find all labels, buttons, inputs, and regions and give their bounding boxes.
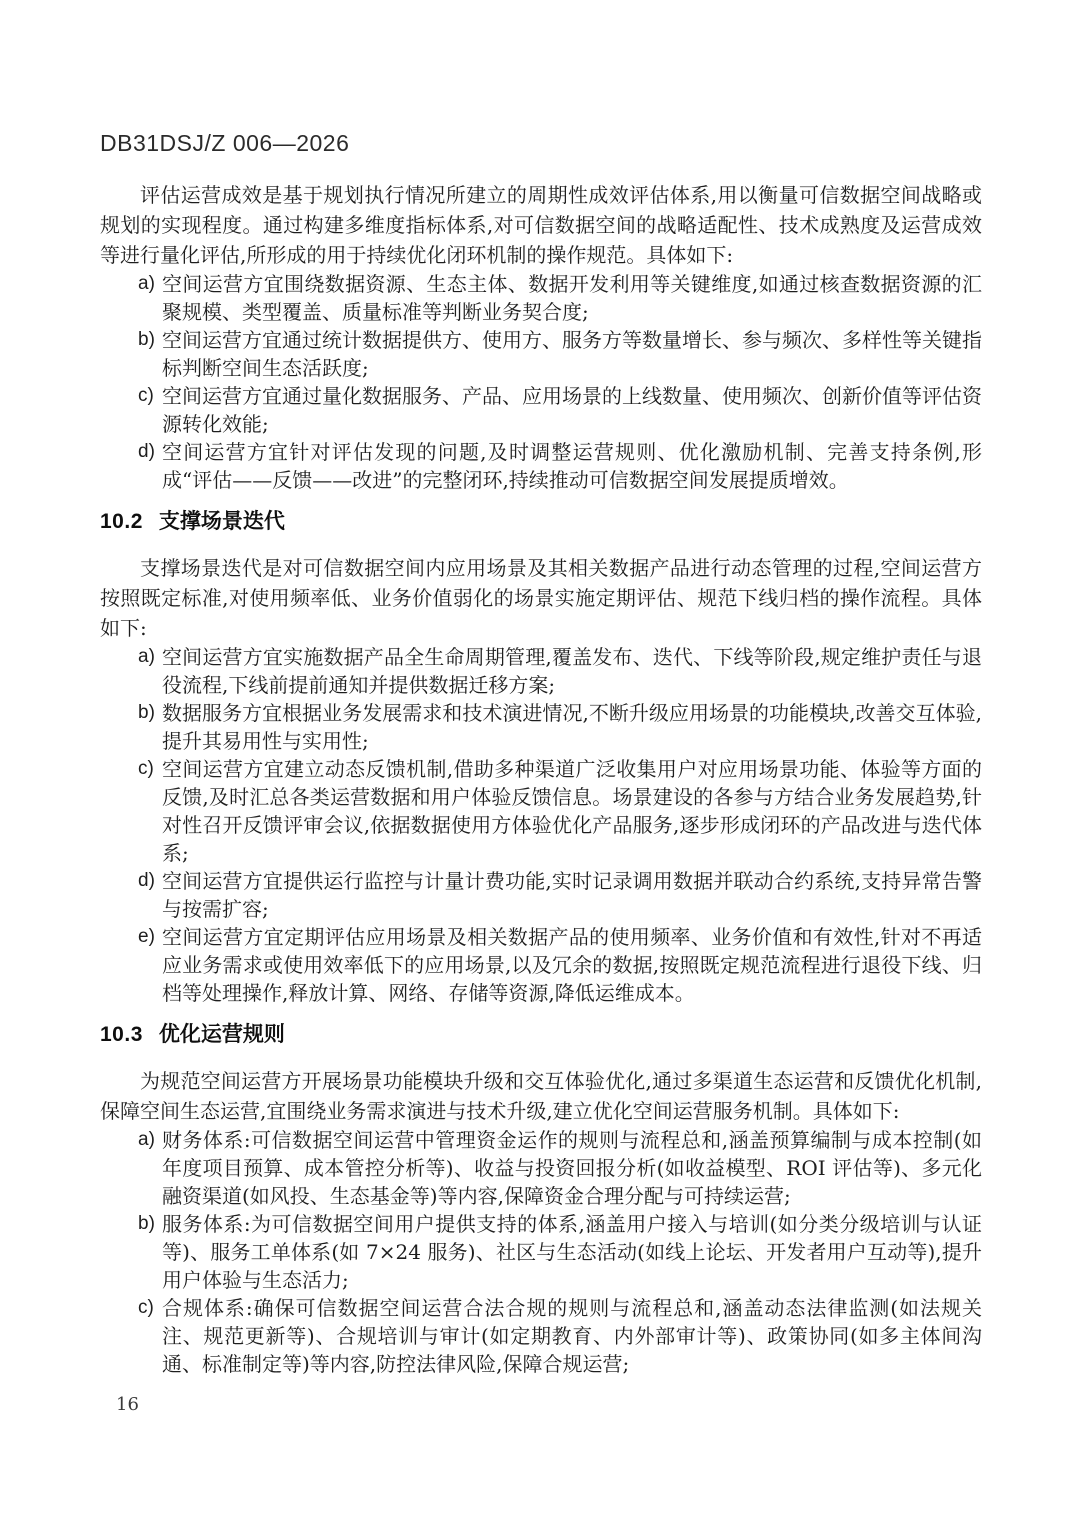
list-item-marker: b) — [138, 329, 155, 350]
list-item — [100, 326, 982, 382]
list-item — [100, 1210, 982, 1294]
list-item-text: 数据服务方宜根据业务发展需求和技术演进情况,不断升级应用场景的功能模块,改善交互体验,提升其易用性与实用性; — [162, 701, 982, 753]
list-item-marker: a) — [138, 1129, 155, 1150]
intro-paragraph: 评估运营成效是基于规划执行情况所建立的周期性成效评估体系,用以衡量可信数据空间战略或规划的实现程度。通过构建多维度指标体系,对可信数据空间的战略适配性、技术成熟度及运营成效等进行量化评估,所形成的用于持续优化闭环机制的操作规范。具体如下: — [100, 183, 982, 267]
section-10-3-paragraph: 为规范空间运营方开展场景功能模块升级和交互体验优化,通过多渠道生态运营和反馈优化机制,保障空间生态运营,宜围绕业务需求演进与技术升级,建立优化空间运营服务机制。具体如下: — [100, 1069, 982, 1123]
list-item-marker: c) — [138, 758, 154, 779]
list-item — [100, 382, 982, 438]
list-item — [100, 923, 982, 1007]
list-item — [100, 1126, 982, 1210]
list-item-marker: b) — [138, 702, 155, 723]
list-item — [100, 270, 982, 326]
list-item-marker: c) — [138, 1297, 154, 1318]
section-number: 10.2 — [100, 510, 143, 533]
list-item-text: 财务体系:可信数据空间运营中管理资金运作的规则与流程总和,涵盖预算编制与成本控制(如年度项目预算、成本管控分析等)、收益与投资回报分析(如收益模型、ROI 评估等)、多元化融资渠道(如风投、生态基金等)等内容,保障资金合理分配与可持续运营; — [162, 1128, 982, 1208]
list-item-text: 空间运营方宜针对评估发现的问题,及时调整运营规则、优化激励机制、完善支持条例,形成“评估——反馈——改进”的完整闭环,持续推动可信数据空间发展提质增效。 — [162, 440, 982, 492]
list-item — [100, 699, 982, 755]
section-title: 支撑场景迭代 — [158, 510, 285, 533]
operation-rules-list — [100, 1126, 982, 1378]
list-item-text: 空间运营方宜建立动态反馈机制,借助多种渠道广泛收集用户对应用场景功能、体验等方面的反馈,及时汇总各类运营数据和用户体验反馈信息。场景建设的各参与方结合业务发展趋势,针对性召开反馈评审会议,依据数据使用方体验优化产品服务,逐步形成闭环的产品改进与迭代体系; — [162, 757, 982, 865]
list-item-marker: d) — [138, 441, 155, 462]
list-item-text: 空间运营方宜围绕数据资源、生态主体、数据开发利用等关键维度,如通过核查数据资源的汇聚规模、类型覆盖、质量标准等判断业务契合度; — [162, 272, 982, 324]
evaluation-list — [100, 270, 982, 494]
section-title: 优化运营规则 — [158, 1023, 285, 1046]
section-heading-10-2 — [100, 509, 982, 535]
section-number: 10.3 — [100, 1023, 143, 1046]
list-item-text: 服务体系:为可信数据空间用户提供支持的体系,涵盖用户接入与培训(如分类分级培训与认证等)、服务工单体系(如 7×24 服务)、社区与生态活动(如线上论坛、开发者用户互动等),提升用户体验与生态活力; — [162, 1212, 982, 1292]
section-heading-10-3 — [100, 1022, 982, 1048]
list-item-text: 空间运营方宜提供运行监控与计量计费功能,实时记录调用数据并联动合约系统,支持异常告警与按需扩容; — [162, 869, 982, 921]
list-item-marker: a) — [138, 273, 155, 294]
scenario-iteration-list — [100, 643, 982, 1007]
section-10-2-paragraph: 支撑场景迭代是对可信数据空间内应用场景及其相关数据产品进行动态管理的过程,空间运营方按照既定标准,对使用频率低、业务价值弱化的场景实施定期评估、规范下线归档的操作流程。具体如下: — [100, 556, 982, 640]
list-item — [100, 867, 982, 923]
list-item-text: 空间运营方宜实施数据产品全生命周期管理,覆盖发布、迭代、下线等阶段,规定维护责任与退役流程,下线前提前通知并提供数据迁移方案; — [162, 645, 982, 697]
list-item-marker: d) — [138, 870, 155, 891]
list-item — [100, 1294, 982, 1378]
page-number: 16 — [116, 1394, 139, 1415]
list-item-text: 空间运营方宜通过量化数据服务、产品、应用场景的上线数量、使用频次、创新价值等评估资源转化效能; — [162, 384, 982, 436]
list-item — [100, 755, 982, 867]
document-code-header: DB31DSJ/Z 006—2026 — [100, 130, 350, 156]
list-item-text: 空间运营方宜通过统计数据提供方、使用方、服务方等数量增长、参与频次、多样性等关键指标判断空间生态活跃度; — [162, 328, 982, 380]
list-item-marker: b) — [138, 1213, 155, 1234]
list-item-marker: c) — [138, 385, 154, 406]
list-item-text: 合规体系:确保可信数据空间运营合法合规的规则与流程总和,涵盖动态法律监测(如法规关注、规范更新等)、合规培训与审计(如定期教育、内外部审计等)、政策协同(如多主体间沟通、标准制定等)等内容,防控法律风险,保障合规运营; — [162, 1296, 982, 1376]
list-item-marker: e) — [138, 926, 155, 947]
document-content — [100, 180, 982, 1378]
list-item — [100, 643, 982, 699]
list-item-text: 空间运营方宜定期评估应用场景及相关数据产品的使用频率、业务价值和有效性,针对不再适应业务需求或使用效率低下的应用场景,以及冗余的数据,按照既定规范流程进行退役下线、归档等处理操作,释放计算、网络、存储等资源,降低运维成本。 — [162, 925, 982, 1005]
list-item-marker: a) — [138, 646, 155, 667]
list-item — [100, 438, 982, 494]
